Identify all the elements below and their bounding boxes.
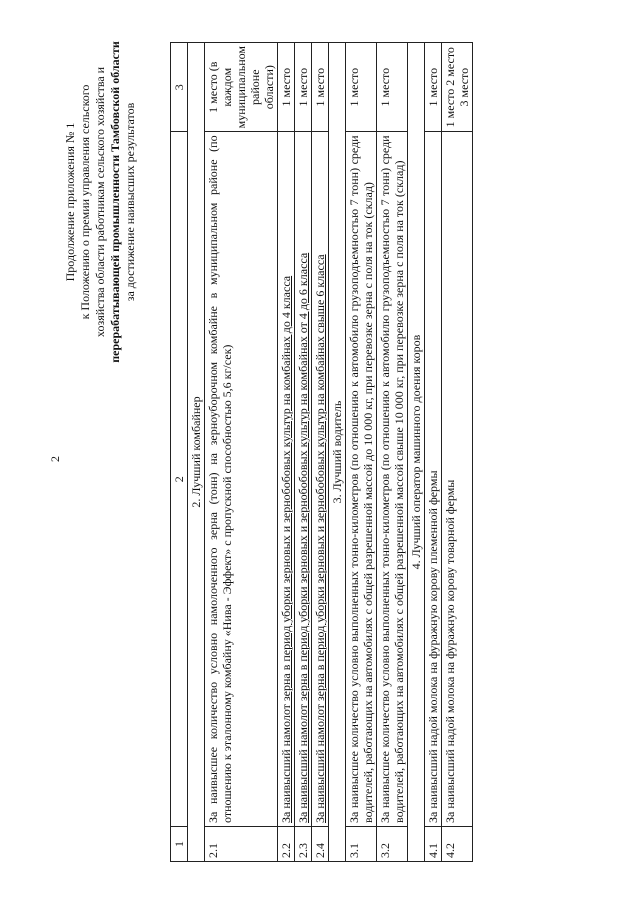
header-cell: 2 [171, 132, 188, 827]
header-line: перерабатывающей промышленности Тамбовской области [108, 41, 122, 363]
section-title: 2. Лучший комбайнер [188, 43, 205, 862]
row-number: 2.4 [312, 827, 329, 862]
criteria-table [170, 42, 473, 862]
header-line: за достижение наивысших результатов [123, 102, 137, 302]
table-row [205, 43, 278, 862]
table-row [295, 43, 312, 862]
row-place: 1 место [295, 43, 312, 132]
rotated-page [10, 12, 630, 892]
row-number: 3.2 [377, 827, 408, 862]
row-place: 1 место [278, 43, 295, 132]
section-title: 4. Лучший оператор машинного доения коров [408, 43, 425, 862]
row-place: 1 место (в каждом муниципальном районе области) [205, 43, 278, 132]
row-criterion: За наивысшее количество условно выполненных тонно-километров (по отношению к автомобилю грузоподъемностью 7 тонн) среди водителей, работающих на автомобилях с общей разрешенной массой свыше 10 000 кг, при перевозке зерна с поля на ток (склад) [377, 132, 408, 827]
page-number: 2 [48, 456, 62, 462]
row-number: 4.1 [425, 827, 442, 862]
header-line: к Положению о премии управления сельского [78, 84, 92, 320]
row-criterion: За наивысший надой молока на фуражную корову племенной фермы [425, 132, 442, 827]
row-criterion: За наивысший намолот зерна в период уборки зерновых и зернобобовых культур на комбайнах до 4 класса [278, 132, 295, 827]
row-place: 1 место 2 место 3 место [442, 43, 473, 132]
table-row [442, 43, 473, 862]
table-row [346, 43, 377, 862]
row-number: 2.1 [205, 827, 278, 862]
header-line: Продолжение приложения № 1 [63, 122, 77, 282]
section-row [408, 43, 425, 862]
header-cell: 3 [171, 43, 188, 132]
row-place: 1 место [377, 43, 408, 132]
row-number: 3.1 [346, 827, 377, 862]
row-criterion: За наивысший намолот зерна в период уборки зерновых и зернобобовых культур на комбайнах от 4 до 6 класса [295, 132, 312, 827]
header-cell: 1 [171, 827, 188, 862]
header-line: хозяйства области работникам сельского хозяйства и [93, 66, 107, 338]
row-criterion: За наивысшее количество условно намолоченного зерна (тонн) на зерноуборочном комбайне в муниципальном районе (по отношению к эталонному комбайну «Нива - Эффект» с пропускной способностью 5,6 кг/сек) [205, 132, 278, 827]
row-number: 2.3 [295, 827, 312, 862]
table-row [377, 43, 408, 862]
section-row [329, 43, 346, 862]
table-header-row [171, 43, 188, 862]
section-row [188, 43, 205, 862]
row-place: 1 место [346, 43, 377, 132]
appendix-header [63, 32, 138, 372]
row-place: 1 место [312, 43, 329, 132]
row-criterion: За наивысший намолот зерна в период уборки зерновых и зернобобовых культур на комбайнах свыше 6 класса [312, 132, 329, 827]
row-number: 2.2 [278, 827, 295, 862]
row-criterion: За наивысшее количество условно выполненных тонно-километров (по отношению к автомобилю грузоподъемностью 7 тонн) среди водителей, работающих на автомобилях с общей разрешенной массой до 10 000 кг, при перевозке зерна с поля на ток (склад) [346, 132, 377, 827]
table-row [425, 43, 442, 862]
table-row [278, 43, 295, 862]
table-row [312, 43, 329, 862]
row-number: 4.2 [442, 827, 473, 862]
row-criterion: За наивысший надой молока на фуражную корову товарной фермы [442, 132, 473, 827]
section-title: 3. Лучший водитель [329, 43, 346, 862]
row-place: 1 место [425, 43, 442, 132]
